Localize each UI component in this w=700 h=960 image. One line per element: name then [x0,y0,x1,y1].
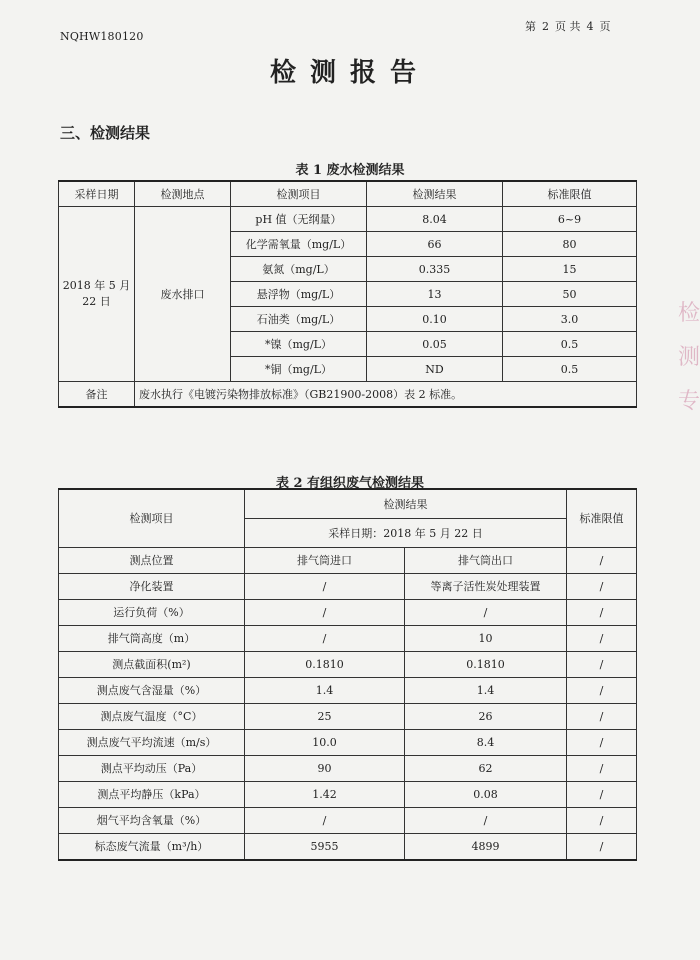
inlet-cell: 0.1810 [245,652,405,678]
stamp-char: 专 [678,389,700,414]
result-cell: ND [367,357,503,382]
inlet-cell: 25 [245,704,405,730]
outlet-cell: 0.1810 [405,652,567,678]
table-row [59,626,637,652]
limit-cell: / [567,574,637,600]
table-row [59,834,637,861]
inlet-cell: / [245,808,405,834]
remark-text: 废水执行《电镀污染物排放标准》（GB21900-2008）表 2 标准。 [135,382,637,408]
document-code: NQHW180120 [60,30,144,43]
header-cell: 检测项目 [231,181,367,207]
outlet-cell: 4899 [405,834,567,861]
table-row [59,652,637,678]
table-row [59,574,637,600]
item-cell: 标态废气流量（m³/h） [59,834,245,861]
header-limit-cell: 标准限值 [567,489,637,548]
report-title: 检测报告 [269,58,430,88]
header-cell: 检测结果 [367,181,503,207]
table-row [59,678,637,704]
item-cell: pH 值（无纲量） [231,207,367,232]
item-cell: *铜（mg/L） [231,357,367,382]
limit-cell: 80 [503,232,637,257]
inlet-cell: 90 [245,756,405,782]
limit-cell: 50 [503,282,637,307]
inlet-cell: / [245,600,405,626]
page-suffix: 页 [599,20,611,33]
inlet-cell: 1.4 [245,678,405,704]
outlet-cell: / [405,600,567,626]
table-header-row [59,489,637,519]
page-number [522,18,614,34]
inlet-cell: / [245,626,405,652]
sample-location-cell: 废水排口 [135,207,231,382]
section-heading: 三、检测结果 [60,124,151,142]
inlet-cell: 10.0 [245,730,405,756]
inlet-cell: / [245,574,405,600]
wastewater-table [58,180,637,408]
page-total: 4 [586,20,594,33]
page-prefix: 第 [525,20,536,33]
sample-date-cell: 2018 年 5 月 22 日 [59,207,135,382]
limit-cell: / [567,834,637,861]
table-row [59,756,637,782]
item-cell: 氨氮（mg/L） [231,257,367,282]
result-cell: 8.04 [367,207,503,232]
sample-date-cell: 采样日期：2018 年 5 月 22 日 [245,519,567,548]
limit-cell: / [567,652,637,678]
item-cell: *镍（mg/L） [231,332,367,357]
outlet-cell: 8.4 [405,730,567,756]
inlet-cell: 排气筒进口 [245,548,405,574]
exhaust-gas-table [58,488,637,861]
header-result-cell: 检测结果 [245,489,567,519]
item-cell: 运行负荷（%） [59,600,245,626]
item-cell: 烟气平均含氧量（%） [59,808,245,834]
table1-caption: 表 1 废水检测结果 [295,163,405,178]
outlet-cell: 10 [405,626,567,652]
limit-cell: / [567,600,637,626]
limit-cell: / [567,548,637,574]
outlet-cell: 62 [405,756,567,782]
outlet-cell: / [405,808,567,834]
limit-cell: / [567,730,637,756]
table-row [59,782,637,808]
item-cell: 化学需氧量（mg/L） [231,232,367,257]
item-cell: 净化装置 [59,574,245,600]
header-cell: 采样日期 [59,181,135,207]
table-row [59,730,637,756]
outlet-cell: 0.08 [405,782,567,808]
table-row [59,704,637,730]
item-cell: 测点废气含湿量（%） [59,678,245,704]
page-current: 2 [542,20,549,33]
seal-stamp [678,292,700,432]
item-cell: 测点废气温度（°C） [59,704,245,730]
result-cell: 0.10 [367,307,503,332]
limit-cell: 6~9 [503,207,637,232]
item-cell: 测点位置 [59,548,245,574]
table2-caption: 表 2 有组织废气检测结果 [275,476,425,491]
item-cell: 悬浮物（mg/L） [231,282,367,307]
inlet-cell: 5955 [245,834,405,861]
limit-cell: 15 [503,257,637,282]
header-item-cell: 检测项目 [59,489,245,548]
limit-cell: / [567,808,637,834]
table-row [59,808,637,834]
item-cell: 石油类（mg/L） [231,307,367,332]
item-cell: 测点平均动压（Pa） [59,756,245,782]
outlet-cell: 1.4 [405,678,567,704]
remark-label: 备注 [59,382,135,408]
limit-cell: / [567,782,637,808]
limit-cell: / [567,626,637,652]
result-cell: 0.05 [367,332,503,357]
header-cell: 标准限值 [503,181,637,207]
item-cell: 测点平均静压（kPa） [59,782,245,808]
limit-cell: 0.5 [503,357,637,382]
page-mid: 页 共 [555,20,581,33]
item-cell: 排气筒高度（m） [59,626,245,652]
outlet-cell: 26 [405,704,567,730]
limit-cell: 3.0 [503,307,637,332]
limit-cell: / [567,678,637,704]
result-cell: 66 [367,232,503,257]
outlet-cell: 排气筒出口 [405,548,567,574]
stamp-char: 检 [678,301,700,326]
inlet-cell: 1.42 [245,782,405,808]
table-row [59,207,637,232]
item-cell: 测点截面积(m²) [59,652,245,678]
limit-cell: 0.5 [503,332,637,357]
result-cell: 0.335 [367,257,503,282]
table-row [59,600,637,626]
stamp-char: 测 [678,345,700,370]
table-row [59,548,637,574]
result-cell: 13 [367,282,503,307]
header-cell: 检测地点 [135,181,231,207]
limit-cell: / [567,756,637,782]
outlet-cell: 等离子活性炭处理装置 [405,574,567,600]
remark-row [59,382,637,408]
item-cell: 测点废气平均流速（m/s） [59,730,245,756]
limit-cell: / [567,704,637,730]
table-header-row [59,181,637,207]
